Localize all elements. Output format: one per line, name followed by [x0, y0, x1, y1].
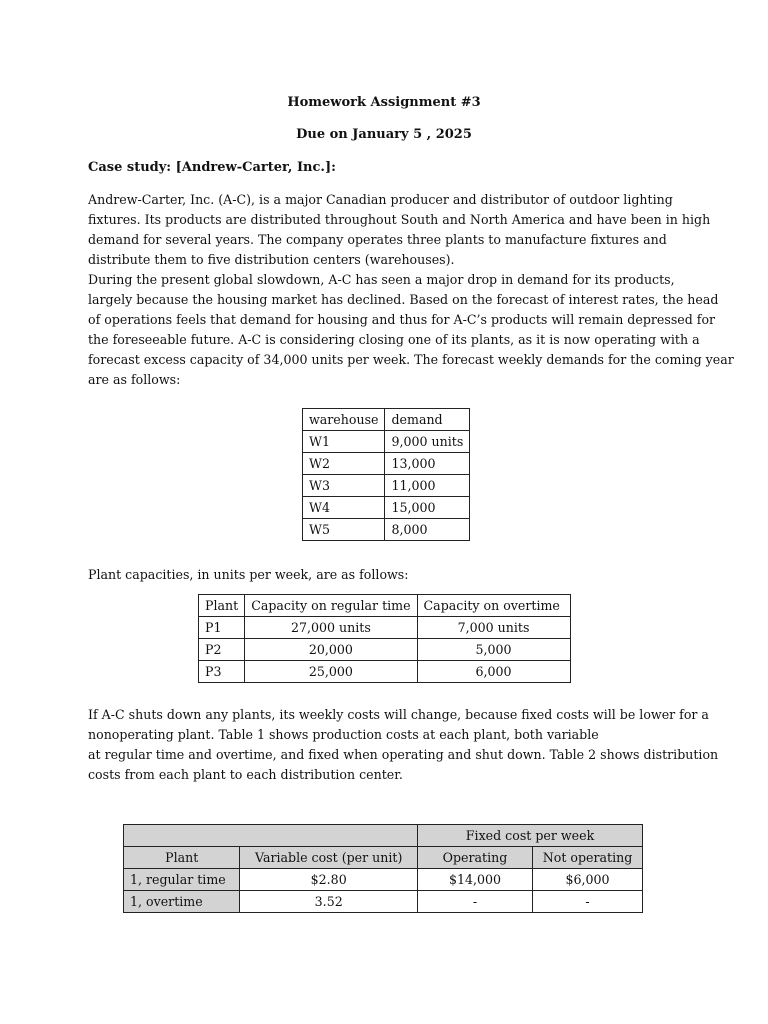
warehouse-cell: W5 [303, 519, 385, 541]
table-row [124, 891, 643, 913]
paragraph-line: largely because the housing market has declined. Based on the forecast of interest rates, the head [88, 292, 719, 307]
header-overtime-capacity: Capacity on overtime [417, 595, 570, 617]
paragraph-line: the foreseeable future. A-C is considering closing one of its plants, as it is now operating with a [88, 332, 700, 347]
paragraph-line: at regular time and overtime, and fixed when operating and shut down. Table 2 shows distribution [88, 747, 719, 762]
header-plant: Plant [124, 847, 240, 869]
operating-cost-cell: $14,000 [418, 869, 533, 891]
demand-cell: 15,000 [385, 497, 470, 519]
paragraph-line: Andrew-Carter, Inc. (A-C), is a major Canadian producer and distributor of outdoor lighting [88, 192, 673, 207]
paragraph-line: forecast excess capacity of 34,000 units per week. The forecast weekly demands for the coming year [88, 352, 734, 367]
variable-cost-cell: $2.80 [240, 869, 418, 891]
regular-capacity-cell: 20,000 [245, 639, 417, 661]
demand-cell: 11,000 [385, 475, 470, 497]
overtime-capacity-cell: 7,000 units [417, 617, 570, 639]
production-cost-table [123, 824, 643, 913]
table-group-header-row [124, 825, 643, 847]
regular-capacity-cell: 27,000 units [245, 617, 417, 639]
operating-cost-cell: - [418, 891, 533, 913]
variable-cost-cell: 3.52 [240, 891, 418, 913]
plant-cell: 1, overtime [124, 891, 240, 913]
table-row [303, 453, 470, 475]
table-header-row [199, 595, 571, 617]
intro-paragraph [88, 190, 734, 390]
warehouse-cell: W2 [303, 453, 385, 475]
paragraph-line: of operations feels that demand for housing and thus for A-C’s products will remain depressed for [88, 312, 716, 327]
capacity-intro: Plant capacities, in units per week, are as follows: [88, 567, 409, 582]
paragraph-line: demand for several years. The company operates three plants to manufacture fixtures and [88, 232, 667, 247]
table-row [124, 869, 643, 891]
paragraph-line: fixtures. Its products are distributed throughout South and North America and have been in high [88, 212, 711, 227]
due-date: Due on January 5 , 2025 [296, 127, 472, 142]
case-study-heading: Case study: [Andrew-Carter, Inc.]: [88, 160, 336, 175]
demand-cell: 8,000 [385, 519, 470, 541]
table-row [199, 639, 571, 661]
paragraph-line: If A-C shuts down any plants, its weekly costs will change, because fixed costs will be lower for a [88, 707, 709, 722]
demand-cell: 13,000 [385, 453, 470, 475]
overtime-capacity-cell: 5,000 [417, 639, 570, 661]
overtime-capacity-cell: 6,000 [417, 661, 570, 683]
plant-cell: P1 [199, 617, 245, 639]
header-operating: Operating [418, 847, 533, 869]
not-operating-cost-cell: $6,000 [533, 869, 643, 891]
warehouse-cell: W4 [303, 497, 385, 519]
table-header-row [303, 409, 470, 431]
warehouse-cell: W1 [303, 431, 385, 453]
paragraph-line: distribute them to five distribution centers (warehouses). [88, 252, 455, 267]
header-warehouse: warehouse [303, 409, 385, 431]
header-not-operating: Not operating [533, 847, 643, 869]
demand-table [302, 408, 470, 541]
cost-paragraph [88, 705, 719, 785]
warehouse-cell: W3 [303, 475, 385, 497]
demand-cell: 9,000 units [385, 431, 470, 453]
table-row [303, 519, 470, 541]
not-operating-cost-cell: - [533, 891, 643, 913]
table-row [199, 661, 571, 683]
header-demand: demand [385, 409, 470, 431]
header-fixed-cost: Fixed cost per week [418, 825, 643, 847]
paragraph-line: nonoperating plant. Table 1 shows production costs at each plant, both variable [88, 727, 599, 742]
table-row [303, 431, 470, 453]
regular-capacity-cell: 25,000 [245, 661, 417, 683]
header-regular-capacity: Capacity on regular time [245, 595, 417, 617]
capacity-table [198, 594, 571, 683]
plant-cell: P2 [199, 639, 245, 661]
blank-header-cell [124, 825, 418, 847]
header-variable-cost: Variable cost (per unit) [240, 847, 418, 869]
paragraph-line: are as follows: [88, 372, 181, 387]
paragraph-line: costs from each plant to each distribution center. [88, 767, 403, 782]
header-plant: Plant [199, 595, 245, 617]
plant-cell: P3 [199, 661, 245, 683]
table-row [199, 617, 571, 639]
paragraph-line: During the present global slowdown, A-C has seen a major drop in demand for its products, [88, 272, 675, 287]
plant-cell: 1, regular time [124, 869, 240, 891]
table-row [303, 475, 470, 497]
table-row [303, 497, 470, 519]
table-header-row [124, 847, 643, 869]
assignment-title: Homework Assignment #3 [287, 95, 481, 110]
